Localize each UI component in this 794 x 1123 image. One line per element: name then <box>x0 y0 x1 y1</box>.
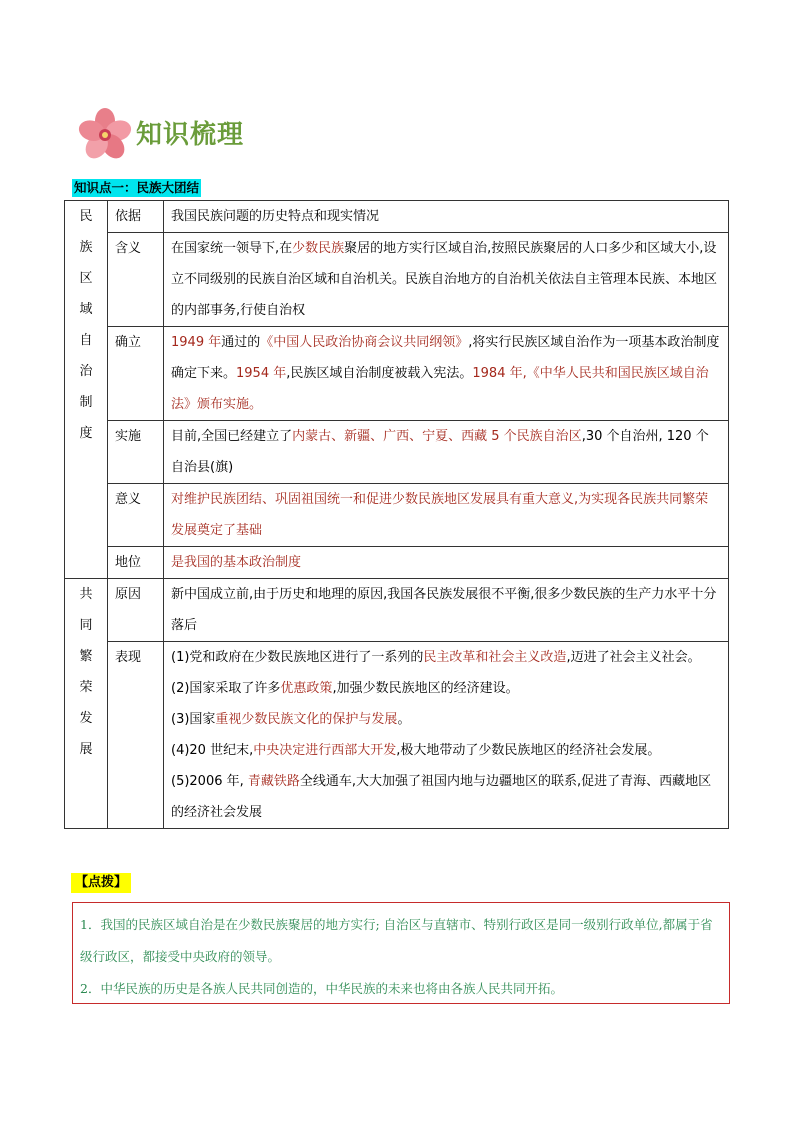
body-text: 通过的 <box>221 335 261 350</box>
highlight-text: 优惠政策 <box>280 681 333 696</box>
body-text: 我国民族问题的历史特点和现实情况 <box>171 209 380 224</box>
highlight-text: 少数民族 <box>292 241 345 256</box>
category-cell <box>65 579 108 829</box>
row-label: 地位 <box>108 547 164 579</box>
row-content <box>164 201 729 233</box>
tip-box <box>72 902 730 1004</box>
tip-label: 【点拨】 <box>71 873 131 893</box>
body-text: ,加强少数民族地区的经济建设。 <box>332 681 519 696</box>
section-header <box>76 106 376 166</box>
body-text: ,将实行民族区域自治作为一项基本政治制度确定下来。 <box>171 335 720 381</box>
row-label: 确立 <box>108 327 164 421</box>
body-text: (4)20 世纪末, <box>171 743 254 758</box>
row-label: 原因 <box>108 579 164 642</box>
body-text: ,民族区域自治制度被载入宪法。 <box>286 366 473 381</box>
knowledge-table <box>64 200 729 829</box>
row-label: 意义 <box>108 484 164 547</box>
row-label: 表现 <box>108 642 164 829</box>
highlight-text: 中央决定进行西部大开发 <box>253 743 397 758</box>
body-text: 。 <box>397 712 411 727</box>
table-row <box>65 484 729 547</box>
row-content <box>164 327 729 421</box>
body-text: (3)国家 <box>171 712 216 727</box>
content-line <box>171 642 721 673</box>
content-line <box>171 735 721 766</box>
body-text: 聚居的地方实行区域自治,按照民族聚居的人口多少和区域大小,设立不同级别的民族自治区域和自治机关。民族自治地方的自治机关依法自主管理本民族、本地区的内部事务,行使自治权 <box>171 241 718 318</box>
highlight-text: 1954 年 <box>236 366 287 381</box>
body-text: 全线通车,大大加强了祖国内地与边疆地区的联系,促进了青海、西藏地区的经济社会发展 <box>171 774 712 820</box>
row-content <box>164 233 729 327</box>
row-label: 依据 <box>108 201 164 233</box>
body-text: ,迈进了社会主义社会。 <box>566 650 701 665</box>
body-text: 目前,全国已经建立了 <box>171 429 293 444</box>
category-label: 民族区域自治制度 <box>79 209 93 441</box>
row-content <box>164 484 729 547</box>
content-line <box>171 766 721 828</box>
category-cell <box>65 201 108 579</box>
row-label: 实施 <box>108 421 164 484</box>
row-content <box>164 642 729 829</box>
row-content <box>164 547 729 579</box>
row-content <box>164 421 729 484</box>
tip-line-2: 2．中华民族的历史是各族人民共同创造的，中华民族的未来也将由各族人民共同开拓。 <box>80 981 563 996</box>
body-text: (5)2006 年, <box>171 774 248 789</box>
content-line <box>171 704 721 735</box>
row-label: 含义 <box>108 233 164 327</box>
highlight-text: 是我国的基本政治制度 <box>171 555 302 570</box>
plum-blossom-icon <box>76 106 134 164</box>
page-title: 知识梳理 <box>136 120 245 150</box>
highlight-text: 民主改革和社会主义改造 <box>423 650 567 665</box>
table-row <box>65 579 729 642</box>
body-text: (1)党和政府在少数民族地区进行了一系列的 <box>171 650 424 665</box>
knowledge-point-label: 知识点一：民族大团结 <box>74 180 200 195</box>
highlight-text: 青藏铁路 <box>247 774 300 789</box>
row-content <box>164 579 729 642</box>
table-row <box>65 327 729 421</box>
highlight-text: 内蒙古、新疆、广西、宁夏、西藏 5 个民族自治区 <box>292 429 582 444</box>
highlight-text: 重视少数民族文化的保护与发展 <box>215 712 398 727</box>
highlight-text: 对维护民族团结、巩固祖国统一和促进少数民族地区发展具有重大意义,为实现各民族共同繁荣发展奠定了基础 <box>171 492 709 538</box>
table-row <box>65 421 729 484</box>
highlight-text: 1949 年 <box>171 335 222 350</box>
body-text: ,极大地带动了少数民族地区的经济社会发展。 <box>396 743 661 758</box>
body-text: 新中国成立前,由于历史和地理的原因,我国各民族发展很不平衡,很多少数民族的生产力水平十分落后 <box>171 587 717 633</box>
table-row <box>65 642 729 829</box>
content-line <box>171 673 721 704</box>
body-text: 在国家统一领导下,在 <box>171 241 293 256</box>
table-row <box>65 201 729 233</box>
body-text: (2)国家采取了许多 <box>171 681 281 696</box>
table-row <box>65 547 729 579</box>
highlight-text: 1984 年,《中华人民共和国民族区域自治法》颁布实施。 <box>171 366 709 412</box>
tip-line-1: 1．我国的民族区域自治是在少数民族聚居的地方实行; 自治区与直辖市、特别行政区是同一级别行政单位,都属于省级行政区，都接受中央政府的领导。 <box>80 917 713 964</box>
table-row <box>65 233 729 327</box>
highlight-text: 《中国人民政治协商会议共同纲领》 <box>260 335 469 350</box>
body-text: ,30 个自治州, 120 个自治县(旗) <box>171 429 709 475</box>
category-label: 共同繁荣发展 <box>79 587 93 757</box>
